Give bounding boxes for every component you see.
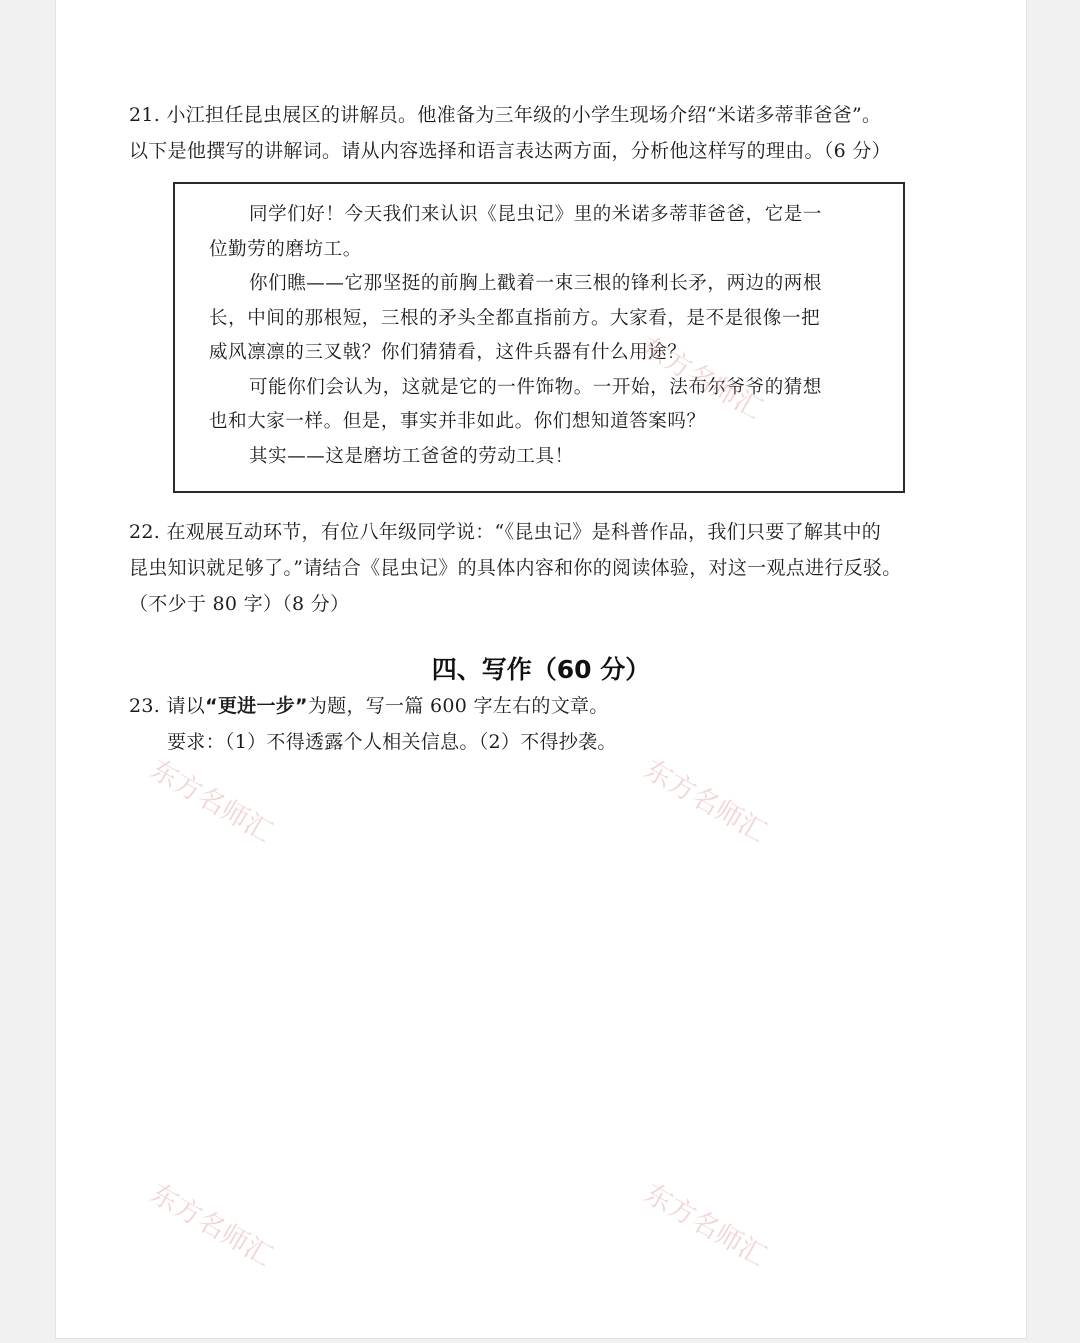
question-23-line-1 <box>129 688 989 724</box>
script-line: 也和大家一样。但是，事实并非如此。你们想知道答案吗？ <box>209 411 706 432</box>
exam-page <box>55 0 1027 1339</box>
question-22-line-3: （不少于 80 字）（8 分） <box>129 593 350 615</box>
script-line: 长，中间的那根短，三根的矛头全都直指前方。大家看，是不是很像一把 <box>209 307 821 329</box>
script-paragraph-3 <box>209 371 879 440</box>
question-21 <box>129 97 989 169</box>
question-21-line-2: 以下是他撰写的讲解词。请从内容选择和语言表达两方面，分析他这样写的理由。（6 分） <box>129 140 891 162</box>
question-23-prefix: 23. 请以 <box>129 695 206 717</box>
watermark: 东方名师汇 <box>145 754 278 849</box>
question-22-line-2: 昆虫知识就足够了。”请结合《昆虫记》的具体内容和你的阅读体验，对这一观点进行反驳。 <box>129 557 902 579</box>
script-line: 同学们好！今天我们来认识《昆虫记》里的米诺多蒂菲爸爸，它是一 <box>249 204 823 225</box>
script-line: 你们瞧——它那坚挺的前胸上戳着一束三根的锋利长矛，两边的两根 <box>249 273 823 294</box>
script-line: 其实——这是磨坊工爸爸的劳动工具！ <box>249 445 574 467</box>
watermark: 东方名师汇 <box>635 331 768 426</box>
script-paragraph-4 <box>209 440 879 475</box>
question-23-suffix: 为题，写一篇 600 字左右的文章。 <box>307 695 609 717</box>
question-22 <box>129 514 989 622</box>
script-line: 可能你们会认为，这就是它的一件饰物。一开始，法布尔爷爷的猜想 <box>249 376 823 398</box>
question-22-line-1: 22. 在观展互动环节，有位八年级同学说：“《昆虫记》是科普作品，我们只要了解其中的 <box>129 521 882 543</box>
watermark: 东方名师汇 <box>145 1178 278 1273</box>
watermark: 东方名师汇 <box>639 754 772 849</box>
section-title-writing: 四、写作（60 分） <box>431 655 651 684</box>
script-box <box>173 182 905 493</box>
essay-topic: “更进一步” <box>205 695 308 717</box>
script-paragraph-2 <box>209 267 879 371</box>
question-21-line-1: 21. 小江担任昆虫展区的讲解员。他准备为三年级的小学生现场介绍“米诺多蒂菲爸爸”。 <box>129 104 882 126</box>
question-23-requirements: 要求：（1）不得透露个人相关信息。（2）不得抄袭。 <box>167 731 617 753</box>
script-line: 位勤劳的磨坊工。 <box>209 238 362 260</box>
script-line: 威风凛凛的三叉戟？你们猜猜看，这件兵器有什么用途？ <box>209 342 687 363</box>
watermark: 东方名师汇 <box>639 1178 772 1273</box>
script-paragraph-1 <box>209 198 879 267</box>
question-23 <box>129 688 989 760</box>
